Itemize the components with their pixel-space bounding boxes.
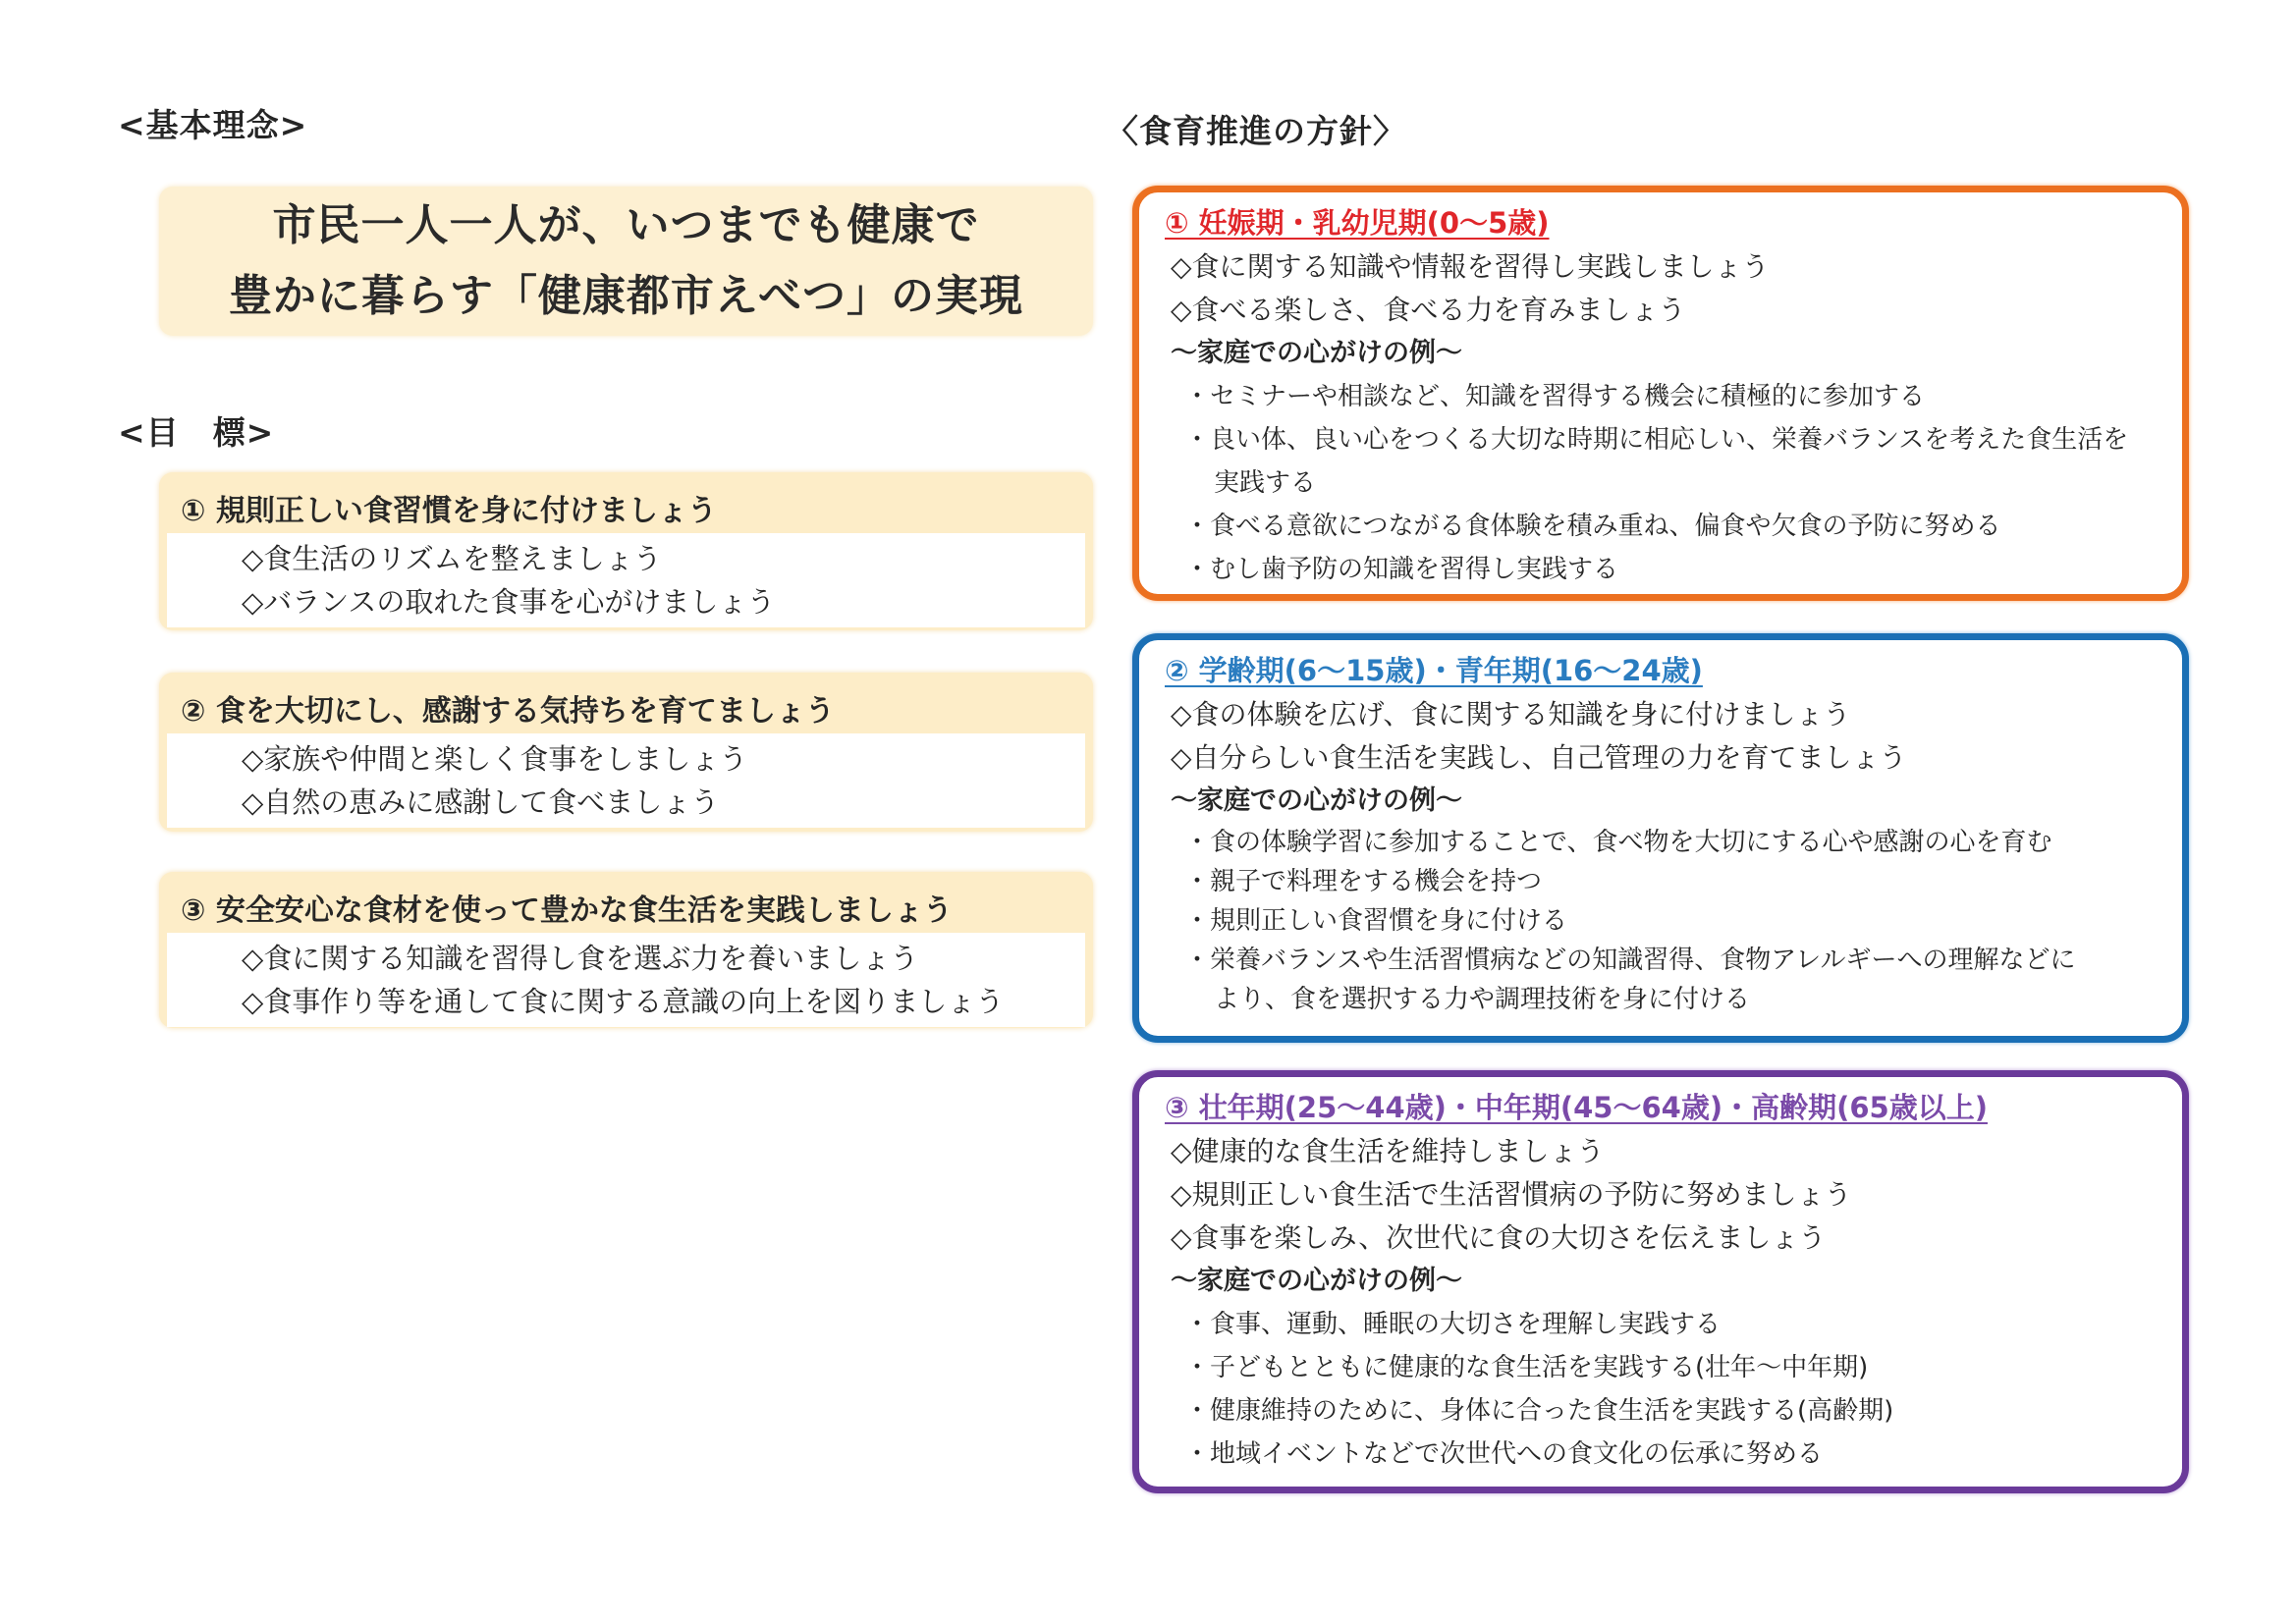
goal-item: ◇食に関する知識を習得し食を選ぶ力を養いましょう — [242, 942, 919, 975]
goal-body — [167, 533, 1085, 627]
example-item-continued: より、食を選択する力や調理技術を身に付ける — [1214, 985, 1751, 1014]
policy-box-infant — [1132, 186, 2189, 601]
philosophy-heading: <基本理念> — [118, 106, 308, 144]
goal-item: ◇バランスの取れた食事を心がけましょう — [242, 585, 776, 619]
example-item: ・むし歯予防の知識を習得し実践する — [1184, 555, 1619, 584]
examples-heading: ～家庭での心がけの例～ — [1171, 785, 1462, 816]
policy-box-school-youth — [1132, 633, 2189, 1043]
goal-body — [167, 933, 1085, 1027]
policy-goal: ◇健康的な食生活を維持しましょう — [1171, 1135, 1605, 1167]
policy-goal: ◇規則正しい食生活で生活習慣病の予防に努めましょう — [1171, 1178, 1852, 1211]
example-item: ・規則正しい食習慣を身に付ける — [1184, 906, 1568, 936]
example-item: ・健康維持のために、身体に合った食生活を実践する(高齢期) — [1184, 1396, 1894, 1426]
example-item: ・食の体験学習に参加することで、食べ物を大切にする心や感謝の心を育む — [1184, 828, 2052, 857]
example-item: ・食べる意欲につながる食体験を積み重ね、偏食や欠食の予防に努める — [1184, 512, 2001, 541]
goal-title: ① 規則正しい食習慣を身に付けましょう — [181, 494, 717, 528]
example-item-continued: 実践する — [1214, 468, 1317, 498]
policy-goal: ◇食に関する知識や情報を習得し実践しましょう — [1171, 250, 1770, 283]
example-item: ・栄養バランスや生活習慣病などの知識習得、食物アレルギーへの理解などに — [1184, 946, 2076, 975]
policy-title: ② 学齢期(6～15歳)・青年期(16～24歳) — [1165, 654, 1703, 687]
goal-item: ◇食事作り等を通して食に関する意識の向上を図りましょう — [242, 985, 1005, 1018]
vision-box — [159, 187, 1093, 336]
policy-goal: ◇自分らしい食生活を実践し、自己管理の力を育てましょう — [1171, 741, 1907, 774]
example-item: ・良い体、良い心をつくる大切な時期に相応しい、栄養バランスを考えた食生活を — [1184, 425, 2129, 455]
goal-item: ◇自然の恵みに感謝して食べましょう — [242, 785, 720, 819]
policy-title: ① 妊娠期・乳幼児期(0～5歳) — [1165, 206, 1550, 240]
policy-title: ③ 壮年期(25～44歳)・中年期(45～64歳)・高齢期(65歳以上) — [1165, 1091, 1988, 1124]
example-item: ・親子で料理をする機会を持つ — [1184, 867, 1543, 896]
goal-item: ◇食生活のリズムを整えましょう — [242, 542, 662, 575]
goal-box-3 — [159, 872, 1093, 1028]
goals-heading: <目 標> — [118, 413, 275, 452]
example-item: ・セミナーや相談など、知識を習得する機会に積極的に参加する — [1184, 382, 1926, 411]
policy-goal: ◇食事を楽しみ、次世代に食の大切さを伝えましょう — [1171, 1221, 1827, 1254]
goal-box-1 — [159, 472, 1093, 630]
policy-goal: ◇食の体験を広げ、食に関する知識を身に付けましょう — [1171, 698, 1851, 730]
example-item: ・子どもとともに健康的な食生活を実践する(壮年～中年期) — [1184, 1353, 1869, 1382]
example-item: ・食事、運動、睡眠の大切さを理解し実践する — [1184, 1310, 1722, 1339]
example-item: ・地域イベントなどで次世代への食文化の伝承に努める — [1184, 1439, 1824, 1469]
examples-heading: ～家庭での心がけの例～ — [1171, 338, 1462, 368]
policy-goal: ◇食べる楽しさ、食べる力を育みましょう — [1171, 294, 1686, 326]
goal-body — [167, 733, 1085, 828]
policy-heading: 〈食育推進の方針〉 — [1106, 112, 1406, 150]
examples-heading: ～家庭での心がけの例～ — [1171, 1266, 1462, 1296]
policy-box-adult-senior — [1132, 1070, 2189, 1493]
goal-title: ③ 安全安心な食材を使って豊かな食生活を実践しましょう — [181, 893, 953, 928]
vision-line: 豊かに暮らす「健康都市えべつ」の実現 — [228, 271, 1024, 321]
goal-box-2 — [159, 673, 1093, 832]
goal-title: ② 食を大切にし、感謝する気持ちを育てましょう — [181, 694, 835, 729]
goal-item: ◇家族や仲間と楽しく食事をしましょう — [242, 742, 748, 776]
vision-line: 市民一人一人が、いつまでも健康で — [272, 200, 980, 250]
